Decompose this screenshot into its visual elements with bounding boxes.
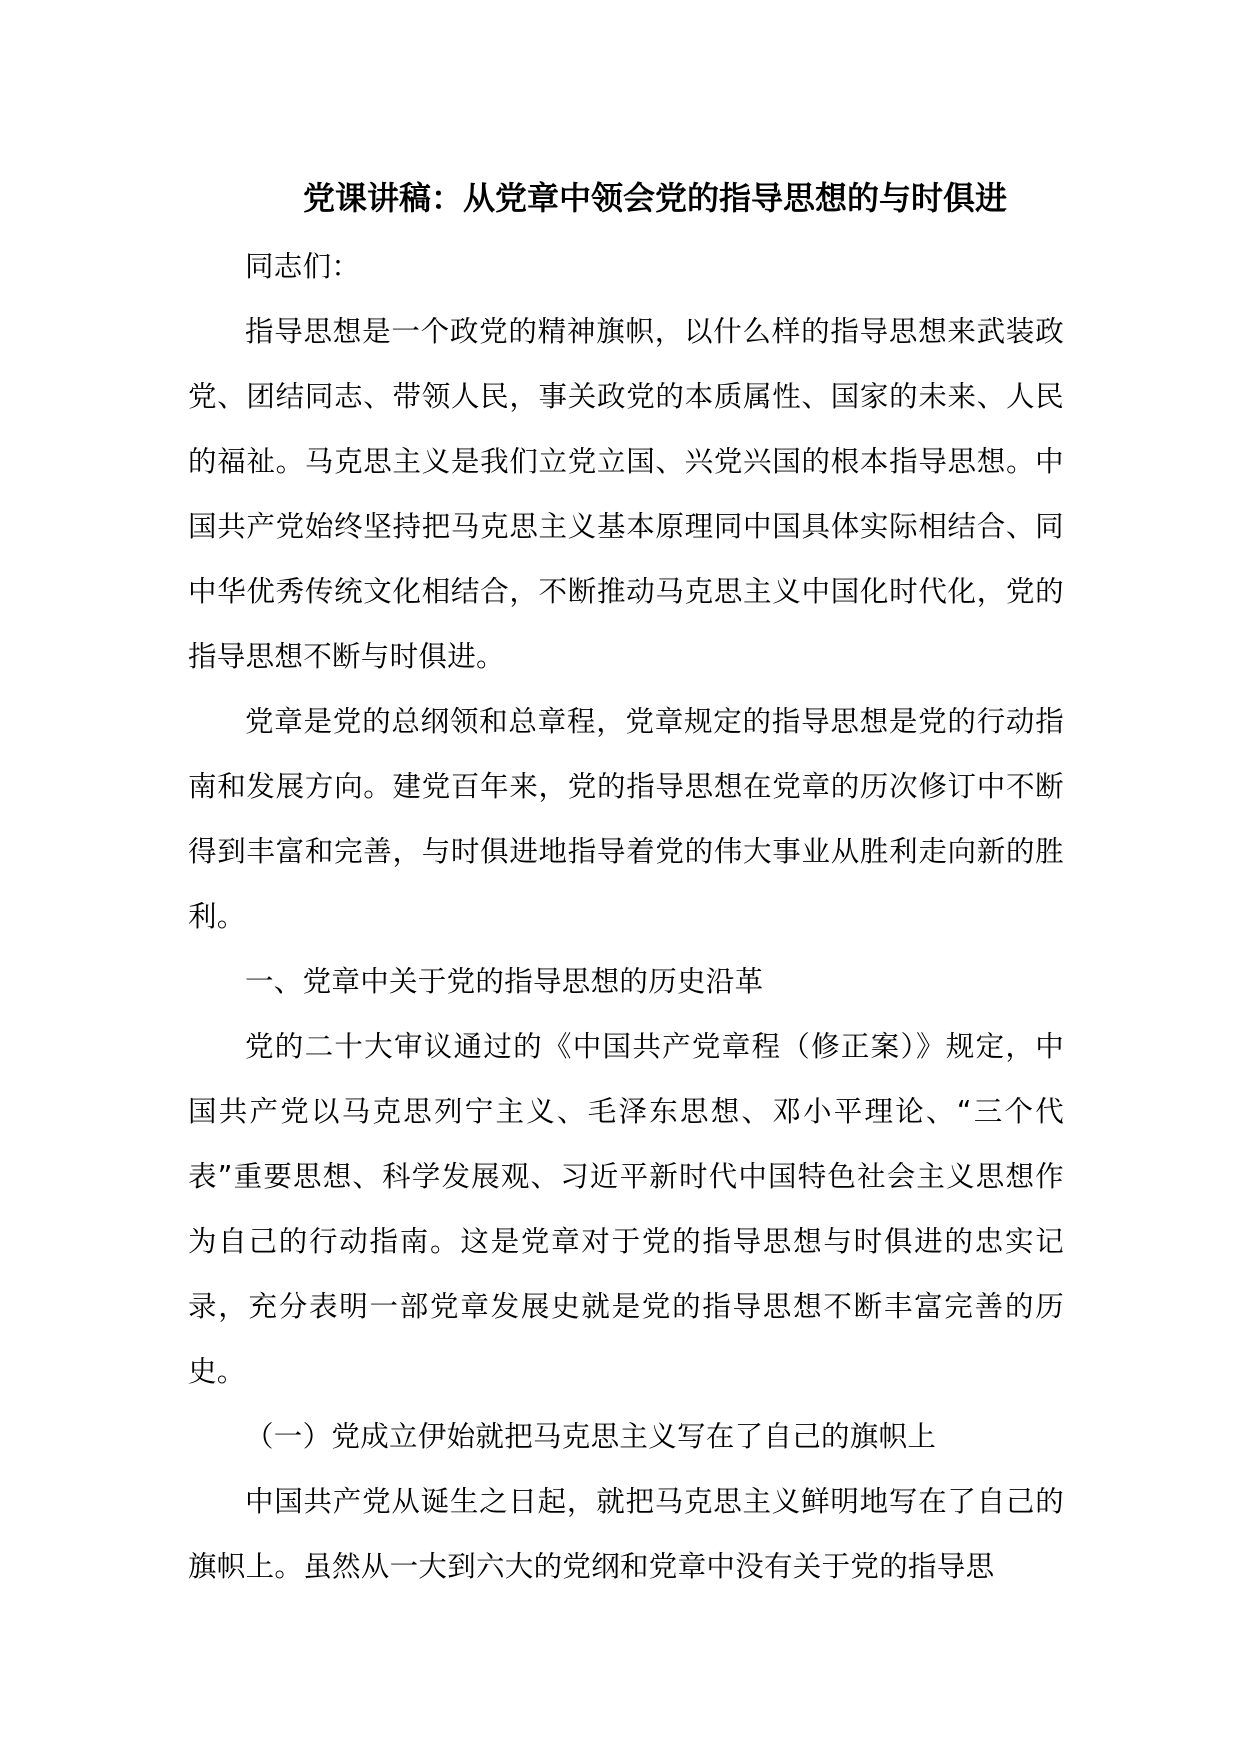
document-title: 党课讲稿：从党章中领会党的指导思想的与时俱进 xyxy=(302,179,1007,217)
document-body xyxy=(188,234,1064,1599)
body-paragraph: 指导思想是一个政党的精神旗帜，以什么样的指导思想来武装政党、团结同志、带领人民，事关政党的本质属性、国家的未来、人民的福祉。马克思主义是我们立党立国、兴党兴国的根本指导思想。中国共产党始终坚持把马克思主义基本原理同中国具体实际相结合、同中华优秀传统文化相结合，不断推动马克思主义中国化时代化，党的指导思想不断与时俱进。 xyxy=(188,315,1064,673)
body-paragraph: 党的二十大审议通过的《中国共产党章程（修正案）》规定，中国共产党以马克思列宁主义、毛泽东思想、邓小平理论、“三个代表”重要思想、科学发展观、习近平新时代中国特色社会主义思想作为自己的行动指南。这是党章对于党的指导思想与时俱进的忠实记录，充分表明一部党章发展史就是党的指导思想不断丰富完善的历史。 xyxy=(188,1030,1064,1388)
body-paragraph: 党章是党的总纲领和总章程，党章规定的指导思想是党的行动指南和发展方向。建党百年来，党的指导思想在党章的历次修订中不断得到丰富和完善，与时俱进地指导着党的伟大事业从胜利走向新的胜利。 xyxy=(188,705,1064,933)
greeting-paragraph: 同志们： xyxy=(245,250,361,283)
subsection-heading: （一）党成立伊始就把马克思主义写在了自己的旗帜上 xyxy=(245,1420,937,1453)
section-heading: 一、党章中关于党的指导思想的历史沿革 xyxy=(245,965,764,998)
body-paragraph: 中国共产党从诞生之日起，就把马克思主义鲜明地写在了自己的旗帜上。虽然从一大到六大的党纲和党章中没有关于党的指导思 xyxy=(188,1485,1064,1583)
